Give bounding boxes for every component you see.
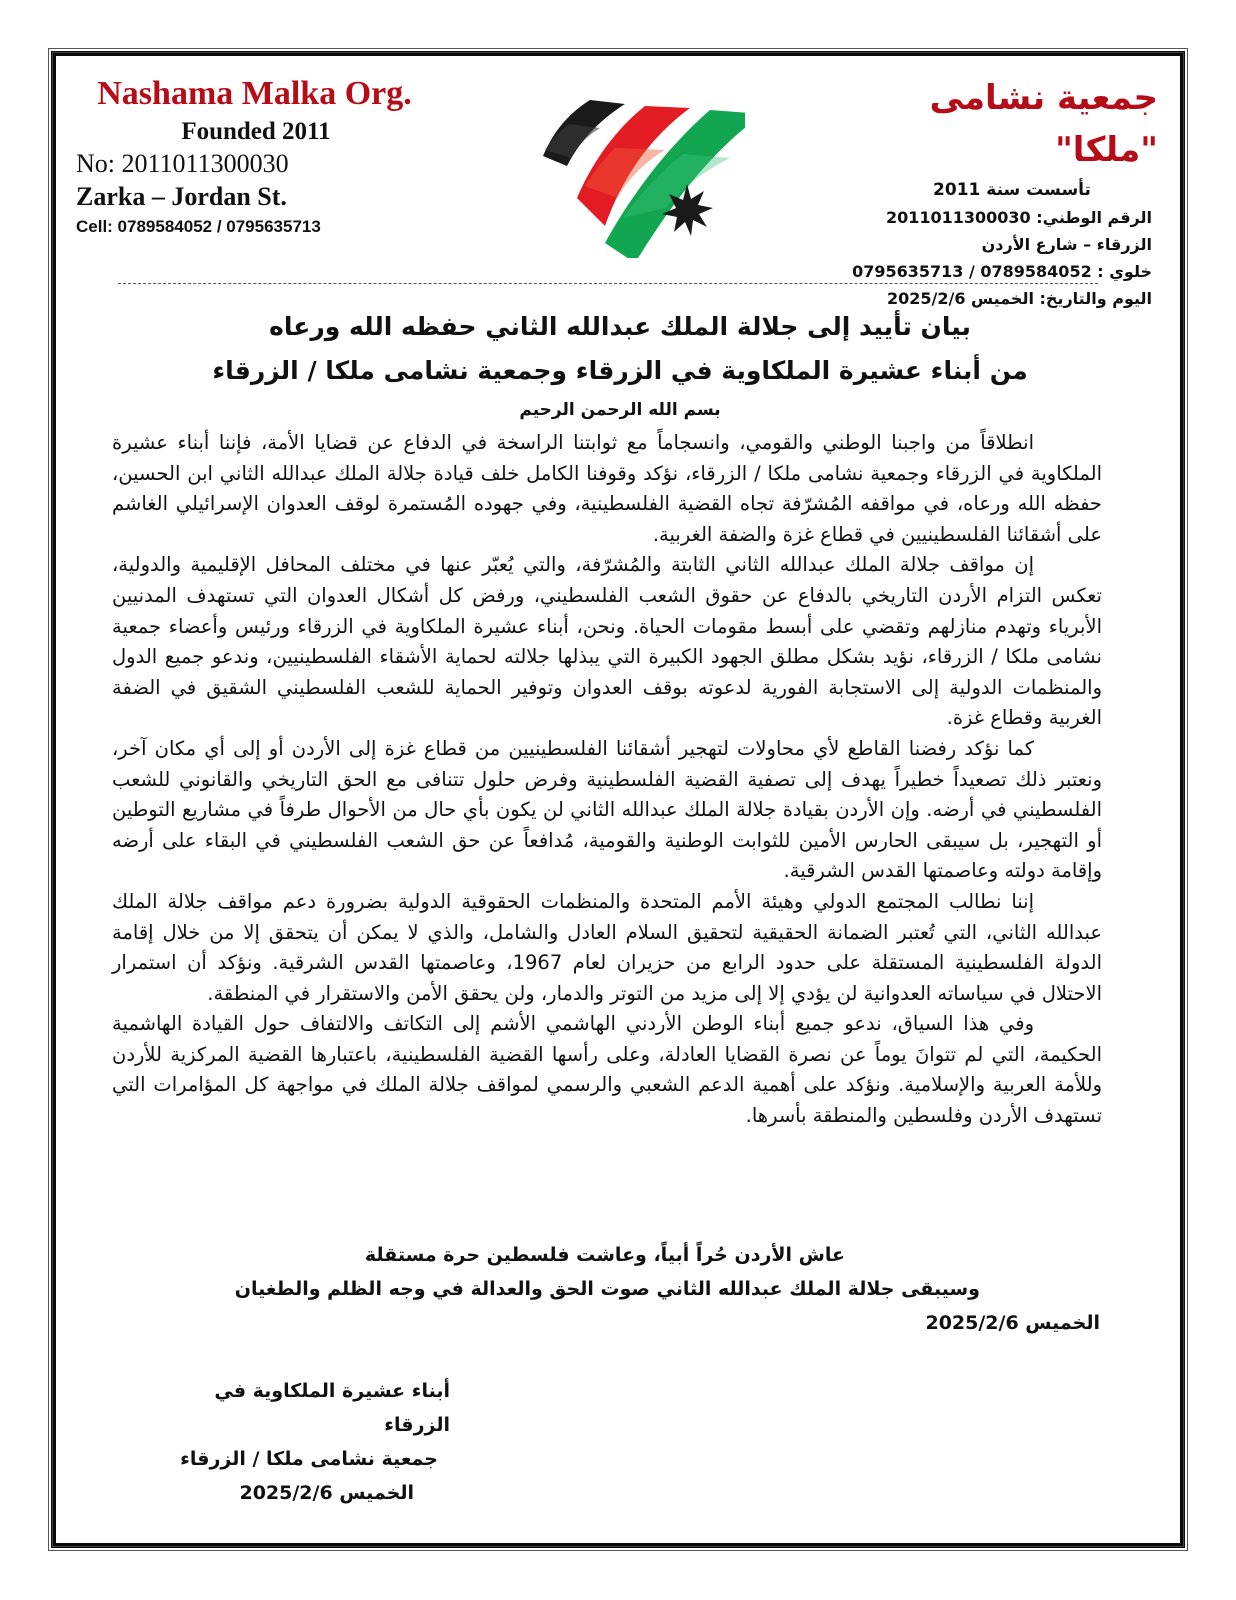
org-logo-icon <box>505 78 745 258</box>
closing-line-1: عاش الأردن حُراً أبياً، وعاشت فلسطين حرة مستقلة <box>364 1244 845 1266</box>
address-english: Zarka – Jordan St. <box>76 182 287 211</box>
header-divider <box>118 283 1098 284</box>
signature-line-1: أبناء عشيرة الملكاوية في الزرقاء <box>214 1380 450 1436</box>
closing-statement <box>200 1238 1100 1340</box>
cell-numbers-english: Cell: 0789584052 / 0795635713 <box>76 217 321 236</box>
org-name-english: Nashama Malka Org. <box>97 75 412 112</box>
founded-year-english: Founded 2011 <box>181 118 331 145</box>
letterhead-english <box>76 72 436 240</box>
paragraph-1: انطلاقاً من واجبنا الوطني والقومي، وانسجاماً مع ثوابتنا الراسخة في الدفاع عن قضايا الأمة، فإننا أبناء عشيرة الملكاوية في الزرقاء وجمعية نشامى ملكا / الزرقاء، نؤكد وقوفنا الكامل خلف قيادة جلالة الملك عبدالله الثاني ابن الحسين، حفظه الله ورعاه، في مواقفه المُشرّفة تجاه القضية الفلسطينية، وفي جهوده المُستمرة لوقف العدوان الإسرائيلي الغاشم على أشقائنا الفلسطينيين في قطاع غزة والضفة الغربية. <box>112 431 1102 546</box>
closing-date: الخميس 2025/2/6 <box>925 1312 1100 1334</box>
paragraph-2: إن مواقف جلالة الملك عبدالله الثاني الثابتة والمُشرّفة، والتي يُعبّر عنها في مختلف المحافل الإقليمية والدولية، تعكس التزام الأردن التاريخي بالدفاع عن حقوق الشعب الفلسطيني، ورفض كل أشكال العدوان التي تستهدف المدنيين الأبرياء وتهدم منازلهم وتقضي على أبسط مقومات الحياة. ونحن، أبناء عشيرة الملكاوية في الزرقاء ورئيس وأعضاء جمعية نشامى ملكا / الزرقاء، نؤيد بشكل مطلق الجهود الكبيرة التي يبذلها جلالته لحماية الأشقاء الفلسطينيين، وندعو جميع الدول والمنظمات الدولية إلى الاستجابة الفورية لدعوته بوقف العدوان وتوفير الحماية للشعب الفلسطيني الشقيق في الضفة الغربية وقطاع غزة. <box>112 553 1102 730</box>
address-arabic: الزرقاء – شارع الأردن <box>981 235 1152 254</box>
jordan-flag-stripes-icon <box>505 78 745 258</box>
signature-date: الخميس 2025/2/6 <box>239 1482 414 1504</box>
paragraph-5: وفي هذا السياق، ندعو جميع أبناء الوطن الأردني الهاشمي الأشم إلى التكاتف والالتفاف حول القيادة الهاشمية الحكيمة، التي لم تتوانَ يوماً عن نصرة القضايا العادلة، وعلى رأسها القضية الفلسطينية، باعتبارها القضية المركزية للأردن وللأمة العربية والإسلامية. ونؤكد على أهمية الدعم الشعبي والرسمي لمواقف جلالة الملك في مواجهة كل المؤامرات التي تستهدف الأردن وفلسطين والمنطقة بأسرها. <box>112 1012 1102 1128</box>
paragraph-3: كما نؤكد رفضنا القاطع لأي محاولات لتهجير أشقائنا الفلسطينيين من قطاع غزة إلى الأردن أو إلى أي مكان آخر، ونعتبر ذلك تصعيداً خطيراً يهدف إلى تصفية القضية الفلسطينية وفرض حلول تتنافى مع الحق التاريخي والقانوني للشعب الفلسطيني في أرضه. وإن الأردن بقيادة جلالة الملك عبدالله الثاني لن يكون بأي حال من الأحوال طرفاً في مشاريع التوطين أو التهجير، بل سيبقى الحارس الأمين للثوابت الوطنية والقومية، مُدافعاً عن حق الشعب الفلسطيني في البقاء على أرضه وإقامة دولته وعاصمتها القدس الشرقية. <box>112 736 1102 883</box>
national-number-arabic: الرقم الوطني: 2011011300030 <box>885 208 1152 227</box>
day-date-arabic: اليوم والتاريخ: الخميس 2025/2/6 <box>887 289 1152 308</box>
founded-year-arabic: تأسست سنة 2011 <box>933 180 1091 200</box>
letterhead-arabic <box>832 72 1158 312</box>
title-line-2: من أبناء عشيرة الملكاوية في الزرقاء وجمعية نشامى ملكا / الزرقاء <box>212 356 1028 385</box>
signature-block <box>160 1374 450 1510</box>
mobile-numbers-arabic: خلوي : 0789584052 / 0795635713 <box>852 262 1152 281</box>
title-line-1: بيان تأييد إلى جلالة الملك عبدالله الثاني حفظه الله ورعاه <box>269 312 971 341</box>
registration-number-english: No: 201101130003​0 <box>76 149 289 178</box>
paragraph-4: إننا نطالب المجتمع الدولي وهيئة الأمم المتحدة والمنظمات الحقوقية الدولية بضرورة دعم مواقف جلالة الملك عبدالله الثاني، التي تُعتبر الضمانة الحقيقية لتحقيق السلام العادل والشامل، والذي لا يمكن أن يتحقق إلا من خلال إقامة الدولة الفلسطينية المستقلة على حدود الرابع من حزيران لعام 1967، وعاصمتها القدس الشرقية. ونؤكد أن استمرار الاحتلال في سياساته العدوانية لن يؤدي إلا إلى مزيد من التوتر والدمار، ولن يحقق الأمن والاستقرار في المنطقة. <box>112 889 1102 1005</box>
basmala: بسم الله الرحمن الرحيم <box>519 400 721 420</box>
statement-title <box>150 305 1090 393</box>
closing-line-2: وسيبقى جلالة الملك عبدالله الثاني صوت الحق والعدالة في وجه الظلم والطغيان <box>234 1278 980 1300</box>
org-name-arabic: جمعية نشامى "ملكا" <box>929 78 1158 170</box>
statement-body <box>112 428 1102 1132</box>
signature-line-2: جمعية نشامى ملكا / الزرقاء <box>180 1448 438 1470</box>
